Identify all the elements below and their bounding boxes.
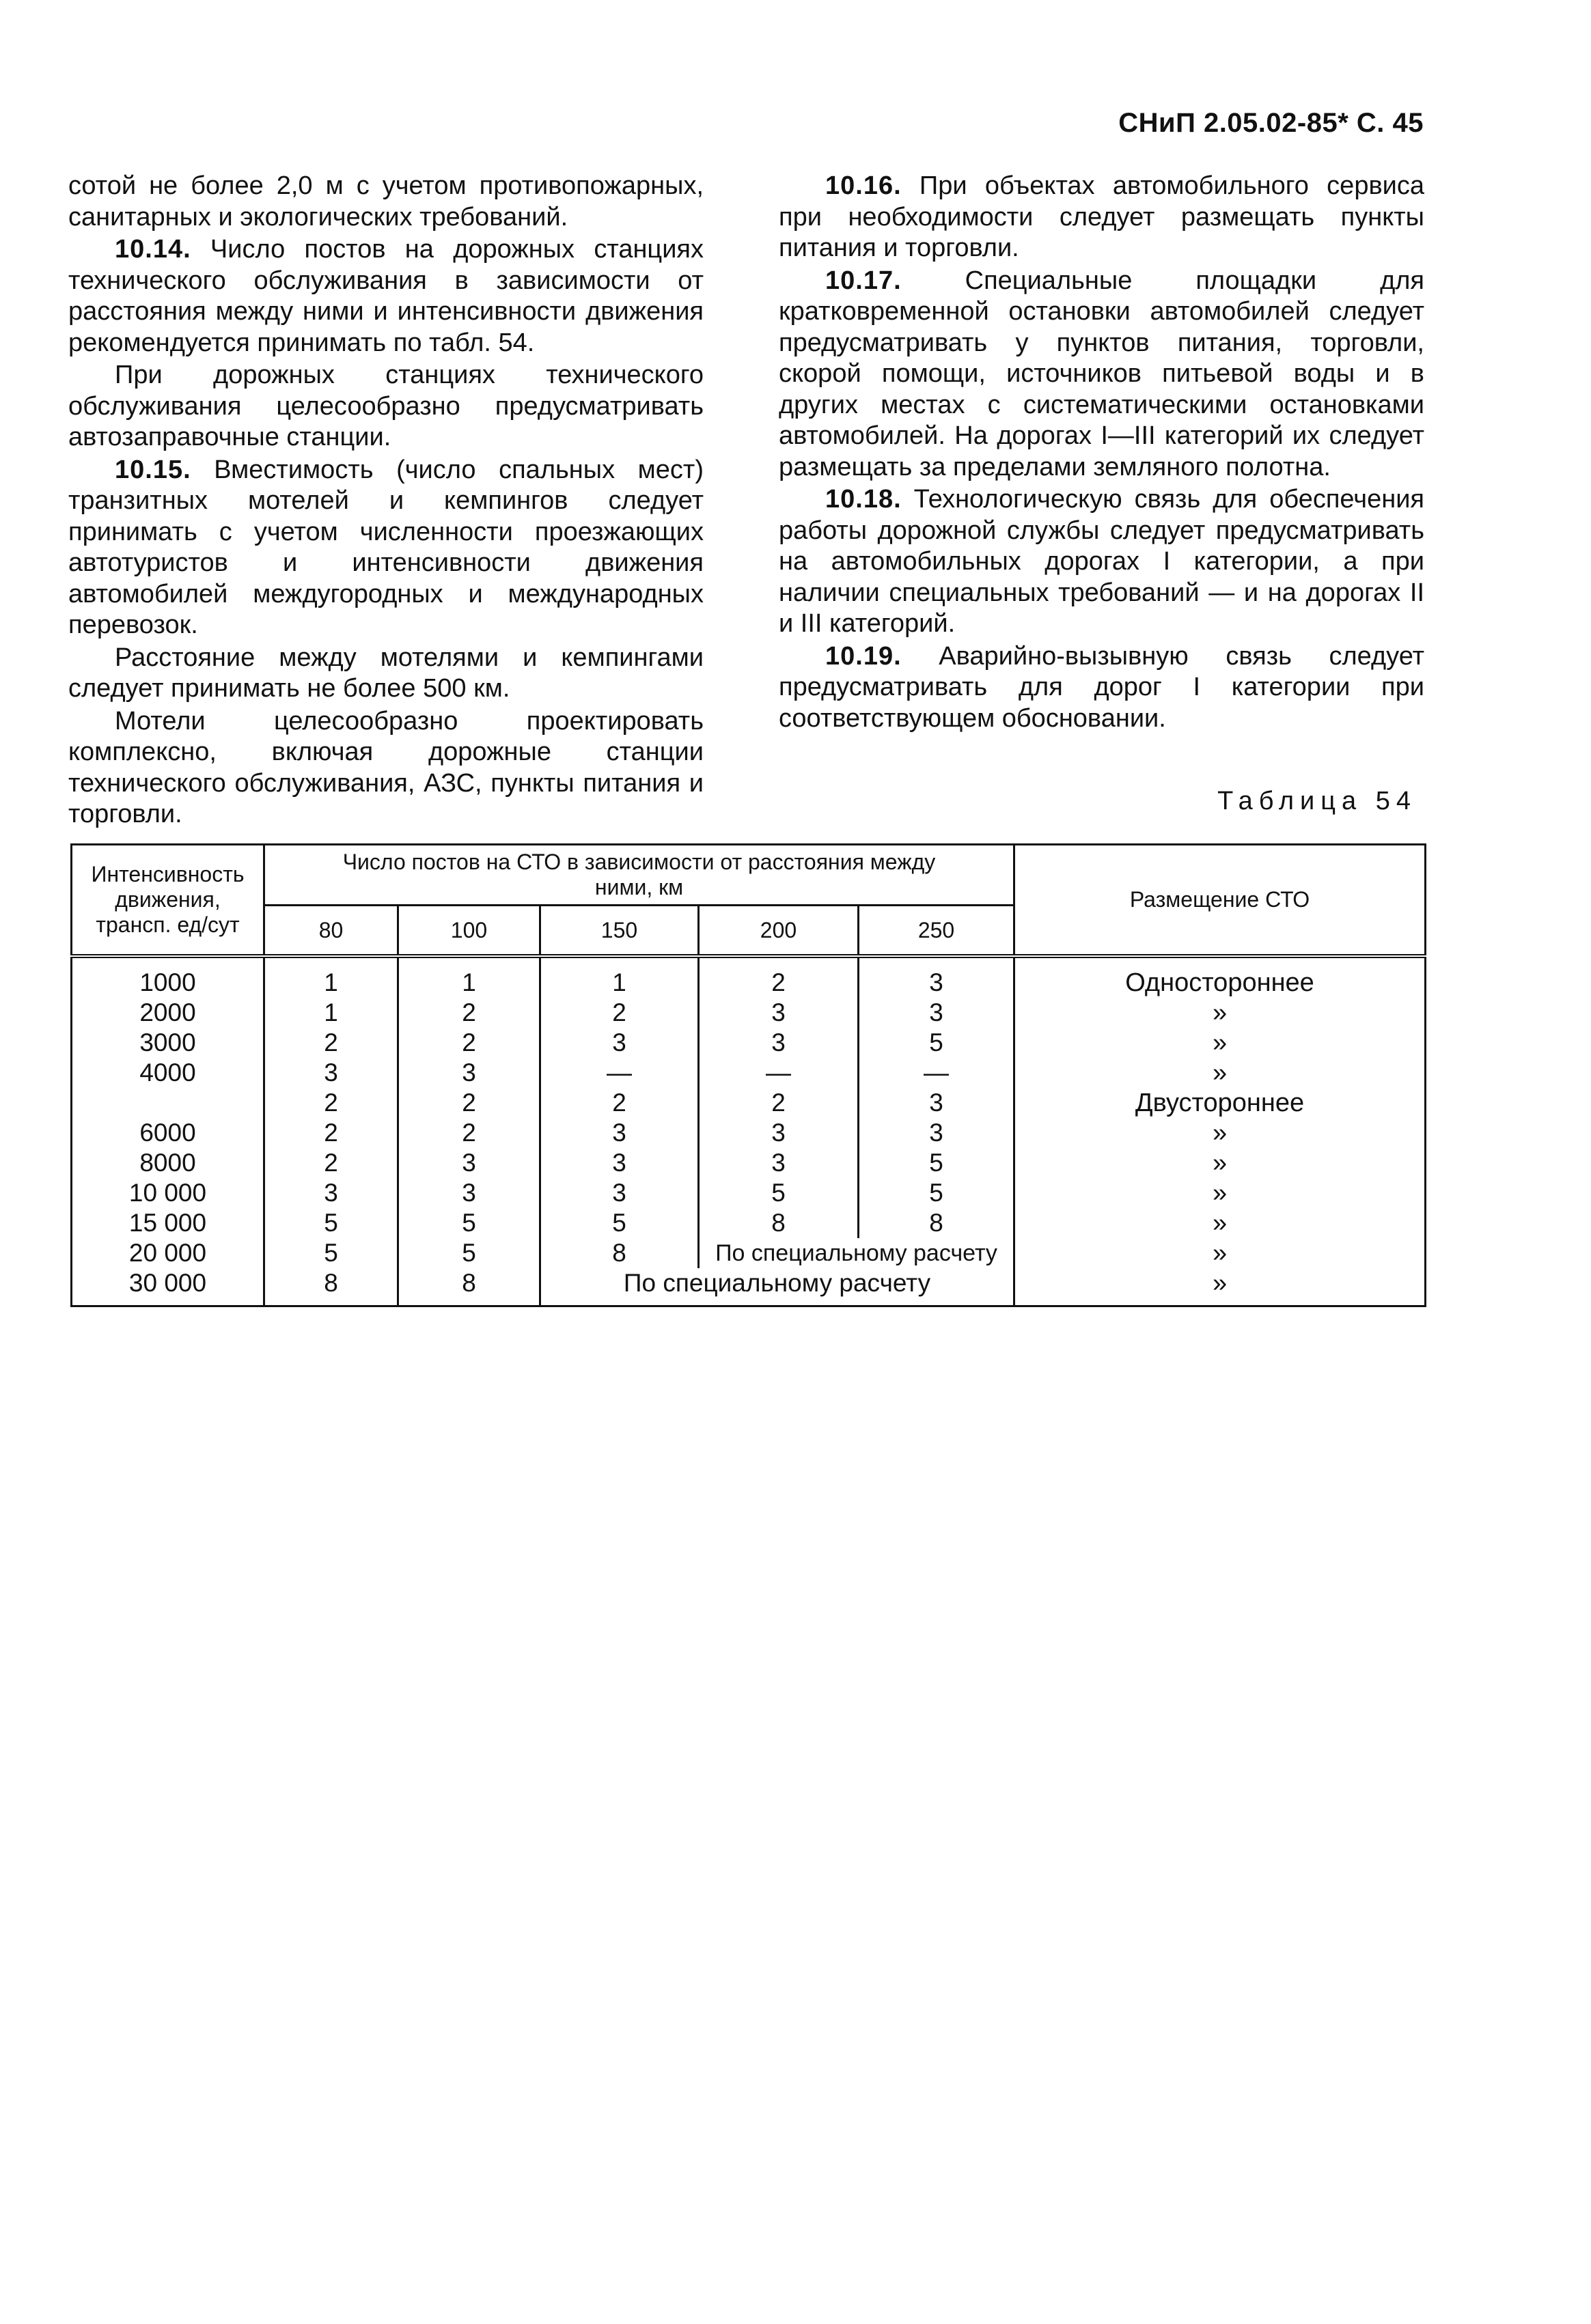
cell-intensity: 10 000: [72, 1178, 264, 1208]
cell-80: 3: [264, 1178, 398, 1208]
cell-80: 2: [264, 1118, 398, 1148]
table-row: [72, 1118, 1426, 1148]
cell-200: 8: [699, 1208, 859, 1238]
header-posts: Число постов на СТО в зависимости от расстояния между ними, км: [264, 845, 1014, 906]
paragraph-text: Число постов на дорожных станциях технического обслуживания в зависимости от расстояния между ними и интенсивности движения рекомендуется принимать по табл. 54.: [68, 235, 704, 357]
cell-200: 2: [699, 1088, 859, 1118]
cell-80: 1: [264, 998, 398, 1028]
cell-100: 1: [398, 956, 540, 998]
table-row: [72, 1268, 1426, 1306]
clause-number: 10.16.: [825, 171, 902, 200]
cell-200: 3: [699, 1148, 859, 1178]
paragraph-10-14: [68, 234, 704, 359]
header-distance: 80: [264, 906, 398, 957]
cell-100: 2: [398, 1028, 540, 1058]
cell-200: —: [699, 1058, 859, 1088]
table-row: [72, 1058, 1426, 1088]
cell-intensity: 6000: [72, 1118, 264, 1148]
paragraph: [68, 643, 704, 705]
left-column: [68, 171, 704, 830]
cell-200: 3: [699, 1028, 859, 1058]
cell-intensity: 4000: [72, 1058, 264, 1088]
cell-150: 2: [540, 998, 699, 1028]
cell-150: 3: [540, 1148, 699, 1178]
cell-150: 5: [540, 1208, 699, 1238]
cell-80: 8: [264, 1268, 398, 1306]
cell-200: 3: [699, 998, 859, 1028]
cell-80: 1: [264, 956, 398, 998]
cell-intensity: 3000: [72, 1028, 264, 1058]
cell-100: 3: [398, 1178, 540, 1208]
cell-100: 2: [398, 1088, 540, 1118]
header-intensity: Интенсивность движения, трансп. ед/сут: [72, 845, 264, 957]
paragraph-text: Аварийно-вызывную связь следует предусматривать для дорог I категории при соответствующем обосновании.: [779, 641, 1424, 733]
cell-placement: »: [1014, 1208, 1426, 1238]
cell-intensity: 8000: [72, 1148, 264, 1178]
cell-100: 2: [398, 998, 540, 1028]
cell-placement: »: [1014, 1028, 1426, 1058]
cell-intensity: 2000: [72, 998, 264, 1028]
paragraph: [68, 706, 704, 830]
cell-250: —: [859, 1058, 1014, 1088]
cell-intensity: 1000: [72, 956, 264, 998]
cell-250: 5: [859, 1028, 1014, 1058]
cell-250: 3: [859, 1118, 1014, 1148]
paragraph-10-18: [779, 484, 1424, 640]
cell-100: 3: [398, 1058, 540, 1088]
cell-150: 1: [540, 956, 699, 998]
cell-150: 8: [540, 1238, 699, 1268]
clause-number: 10.17.: [825, 266, 902, 295]
paragraph-text: Технологическую связь для обеспечения работы дорожной службы следует предусматривать на автомобильных дорогах I категории, а при наличии специальных требований — и на дорогах II и III категорий.: [779, 485, 1424, 638]
cell-80: 5: [264, 1238, 398, 1268]
table-row: [72, 956, 1426, 998]
cell-250: 5: [859, 1148, 1014, 1178]
cell-150: 2: [540, 1088, 699, 1118]
cell-placement: Одностороннее: [1014, 956, 1426, 998]
clause-number: 10.18.: [825, 485, 902, 514]
header-distance: 150: [540, 906, 699, 957]
table-row: [72, 1088, 1426, 1118]
paragraph-text: Специальные площадки для кратковременной остановки автомобилей следует предусматривать у пунктов питания, торговли, скорой помощи, источников питьевой воды и в других местах с систематическими остановками автомобилей. На дорогах I—III категорий их следует размещать за пределами земляного полотна.: [779, 266, 1424, 481]
cell-150: 3: [540, 1028, 699, 1058]
table-body: [72, 956, 1426, 1306]
cell-intensity: 20 000: [72, 1238, 264, 1268]
cell-250: 8: [859, 1208, 1014, 1238]
cell-80: 2: [264, 1148, 398, 1178]
cell-80: 5: [264, 1208, 398, 1238]
paragraph-10-19: [779, 641, 1424, 735]
clause-number: 10.15.: [115, 455, 191, 484]
cell-intensity: 15 000: [72, 1208, 264, 1238]
cell-250: 5: [859, 1178, 1014, 1208]
paragraph-10-15: [68, 455, 704, 641]
cell-200: 2: [699, 956, 859, 998]
cell-100: 2: [398, 1118, 540, 1148]
paragraph: [68, 171, 704, 233]
cell-placement: »: [1014, 1058, 1426, 1088]
paragraph-text: Мотели целесообразно проектировать комплексно, включая дорожные станции технического обслуживания, АЗС, пункты питания и торговли.: [68, 706, 704, 828]
cell-placement: »: [1014, 1178, 1426, 1208]
paragraph-text: Расстояние между мотелями и кемпингами следует принимать не более 500 км.: [68, 643, 704, 703]
cell-placement: »: [1014, 1148, 1426, 1178]
table-row: [72, 998, 1426, 1028]
cell-placement: »: [1014, 1268, 1426, 1306]
cell-150: 3: [540, 1118, 699, 1148]
header-distance: 200: [699, 906, 859, 957]
cell-placement: »: [1014, 998, 1426, 1028]
header-distance: 250: [859, 906, 1014, 957]
cell-250: 3: [859, 956, 1014, 998]
cell-special-calculation: По специальному расчету: [699, 1238, 1014, 1268]
paragraph-text: При дорожных станциях технического обслуживания целесообразно предусматривать автозаправочные станции.: [68, 361, 704, 451]
cell-special-calculation: По специальному расчету: [540, 1268, 1014, 1306]
cell-placement: Двустороннее: [1014, 1088, 1426, 1118]
header-distance: 100: [398, 906, 540, 957]
cell-80: 2: [264, 1028, 398, 1058]
paragraph-text: Вместимость (число спальных мест) транзитных мотелей и кемпингов следует принимать с учетом численности проезжающих автотуристов и интенсивности движения автомобилей междугородных и международных перевозок.: [68, 455, 704, 639]
cell-intensity: [72, 1088, 264, 1118]
cell-200: 3: [699, 1118, 859, 1148]
cell-100: 3: [398, 1148, 540, 1178]
clause-number: 10.19.: [825, 641, 902, 671]
table-54: [70, 843, 1426, 1307]
cell-placement: »: [1014, 1118, 1426, 1148]
table-row: [72, 1148, 1426, 1178]
cell-80: 3: [264, 1058, 398, 1088]
table-header: [72, 845, 1426, 957]
cell-100: 5: [398, 1208, 540, 1238]
header-placement: Размещение СТО: [1014, 845, 1426, 957]
cell-150: 3: [540, 1178, 699, 1208]
cell-80: 2: [264, 1088, 398, 1118]
clause-number: 10.14.: [115, 235, 191, 264]
cell-200: 5: [699, 1178, 859, 1208]
cell-placement: »: [1014, 1238, 1426, 1268]
table-row: [72, 1238, 1426, 1268]
cell-150: —: [540, 1058, 699, 1088]
table-row: [72, 1208, 1426, 1238]
paragraph-text: сотой не более 2,0 м с учетом противопожарных, санитарных и экологических требований.: [68, 171, 704, 232]
table-row: [72, 1028, 1426, 1058]
paragraph-text: При объектах автомобильного сервиса при необходимости следует размещать пункты питания и торговли.: [779, 171, 1424, 262]
table-row: [72, 1178, 1426, 1208]
cell-100: 5: [398, 1238, 540, 1268]
paragraph-10-16: [779, 171, 1424, 264]
paragraph: [68, 360, 704, 453]
paragraph-10-17: [779, 266, 1424, 484]
running-title: СНиП 2.05.02-85* С. 45: [1118, 108, 1424, 138]
cell-250: 3: [859, 1088, 1014, 1118]
cell-intensity: 30 000: [72, 1268, 264, 1306]
right-column: [779, 171, 1424, 734]
cell-100: 8: [398, 1268, 540, 1306]
cell-250: 3: [859, 998, 1014, 1028]
table-caption: Таблица 54: [1217, 787, 1417, 815]
